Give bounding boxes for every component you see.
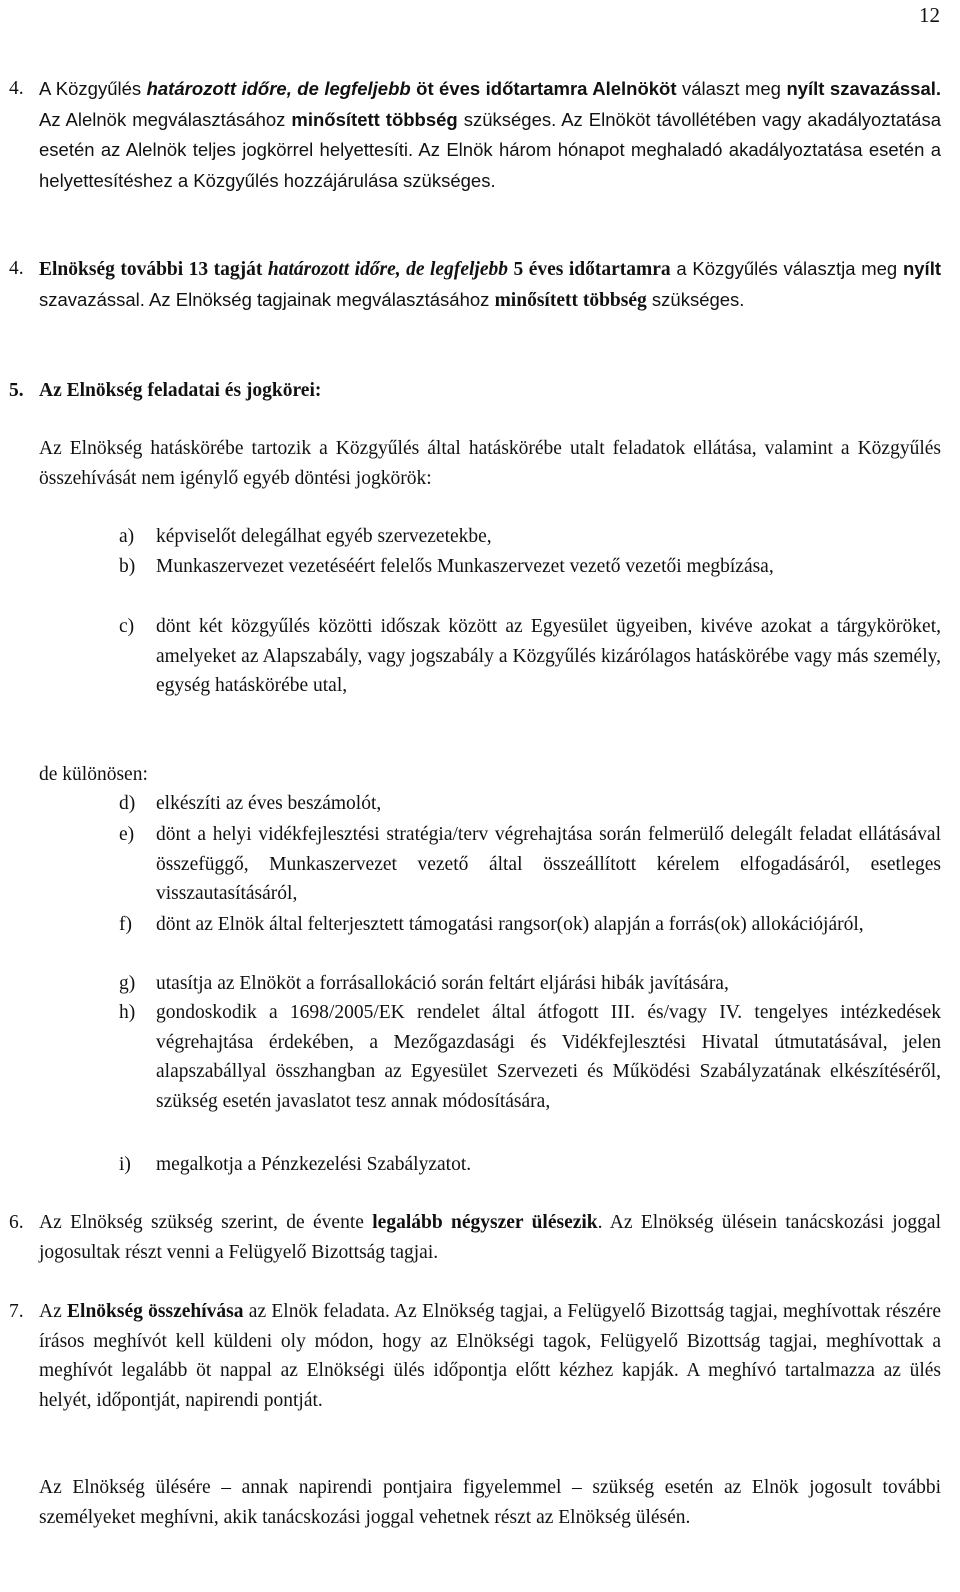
list-transition-text: de különösen: xyxy=(39,764,148,785)
list-item: f) dönt az Elnök által felterjesztett támogatási rangsor(ok) alapján a forrás(ok) allokációjáról, xyxy=(119,914,864,935)
list-item: i) megalkotja a Pénzkezelési Szabályzatot. xyxy=(119,1154,472,1175)
paragraph-convening: 7. Az Elnökség összehívása az Elnök feladata. Az Elnökség tagjai, a Felügyelő Bizottság tagjai, meghívottak részére írásos meghívót kell küldeni oly módon, hogy az Elnökségi tagok, Felügyelő Bizottság tagjai, meghívottak a meghívót legalább öt nappal az Elnökségi ülés időpontja előtt kézhez kapják. A meghívó tartalmazza az ülés helyét, időpontját, napirendi pontját. xyxy=(39,1297,941,1415)
list-item: e) dönt a helyi vidékfejlesztési stratégia/terv végrehajtása során felmerülő delegált feladat ellátásával összefüggő, Munkaszervezet vezető által összeállított kérelem elfogadásáról, esetleges visszautasításáról, xyxy=(119,824,941,904)
list-item: b) Munkaszervezet vezetéséért felelős Munkaszervezet vezető vezetői megbízása, xyxy=(119,556,774,577)
list-item: h) gondoskodik a 1698/2005/EK rendelet által átfogott III. és/vagy IV. tengelyes intézkedések végrehajtása érdekében, a Mezőgazdasági és Vidékfejlesztési Hivatal útmutatásával, jelen alapszabállyal összhangban az Egyesület Szervezeti és Működési Szabályzatának elkészítéséről, szükség esetén javaslatot tesz annak módosítására, xyxy=(119,1002,941,1112)
paragraph-invited-guests: Az Elnökség ülésére – annak napirendi pontjaira figyelemmel – szükség esetén az Elnök jogosult további személyeket meghívni, akik tanácskozási joggal vehetnek részt az Elnökség ülésén. xyxy=(39,1477,941,1528)
section-heading: 5. Az Elnökség feladatai és jogkörei: xyxy=(39,376,941,406)
page-number: 12 xyxy=(919,3,940,27)
paragraph-board-members: 4. Elnökség további 13 tagját határozott időre, de legfeljebb 5 éves időtartamra a Közgyűlés választja meg nyílt szavazással. Az Elnökség tagjainak megválasztásához minősített többség szükséges. xyxy=(39,254,941,315)
paragraph-number: 4. xyxy=(9,78,24,99)
paragraph-number: 6. xyxy=(9,1212,24,1233)
list-item: a) képviselőt delegálhat egyéb szervezetekbe, xyxy=(119,526,492,547)
paragraph-meetings: 6. Az Elnökség szükség szerint, de évente legalább négyszer ülésezik. Az Elnökség ülésein tanácskozási joggal jogosultak részt venni a Felügyelő Bizottság tagjai. xyxy=(39,1208,941,1267)
paragraph-number: 7. xyxy=(9,1301,24,1322)
list-item: c) dönt két közgyűlés közötti időszak között az Egyesület ügyeiben, kivéve azokat a tárgyköröket, amelyeket az Alapszabály, vagy jogszabály a Közgyűlés kizárólagos hatáskörébe vagy más személy, egység hatáskörébe utal, xyxy=(119,616,941,696)
paragraph-number: 5. xyxy=(9,380,24,401)
section-intro: Az Elnökség hatáskörébe tartozik a Közgyűlés által hatáskörébe utalt feladatok ellátása, valamint a Közgyűlés összehívását nem igénylő egyéb döntési jogkörök: xyxy=(39,438,941,489)
paragraph-number: 4. xyxy=(9,258,24,279)
list-item: d) elkészíti az éves beszámolót, xyxy=(119,793,382,814)
paragraph-vice-president: 4. A Közgyűlés határozott időre, de legfeljebb öt éves időtartamra Alelnököt választ meg nyílt szavazással. Az Alelnök megválasztásához minősített többség szükséges. Az Elnököt távollétében vagy akadályoztatása esetén az Alelnök teljes jogkörrel helyettesíti. Az Elnök három hónapot meghaladó akadályoztatása esetén a helyettesítéshez a Közgyűlés hozzájárulása szükséges. xyxy=(39,74,941,196)
list-item: g) utasítja az Elnököt a forrásallokáció során feltárt eljárási hibák javítására, xyxy=(119,973,729,994)
